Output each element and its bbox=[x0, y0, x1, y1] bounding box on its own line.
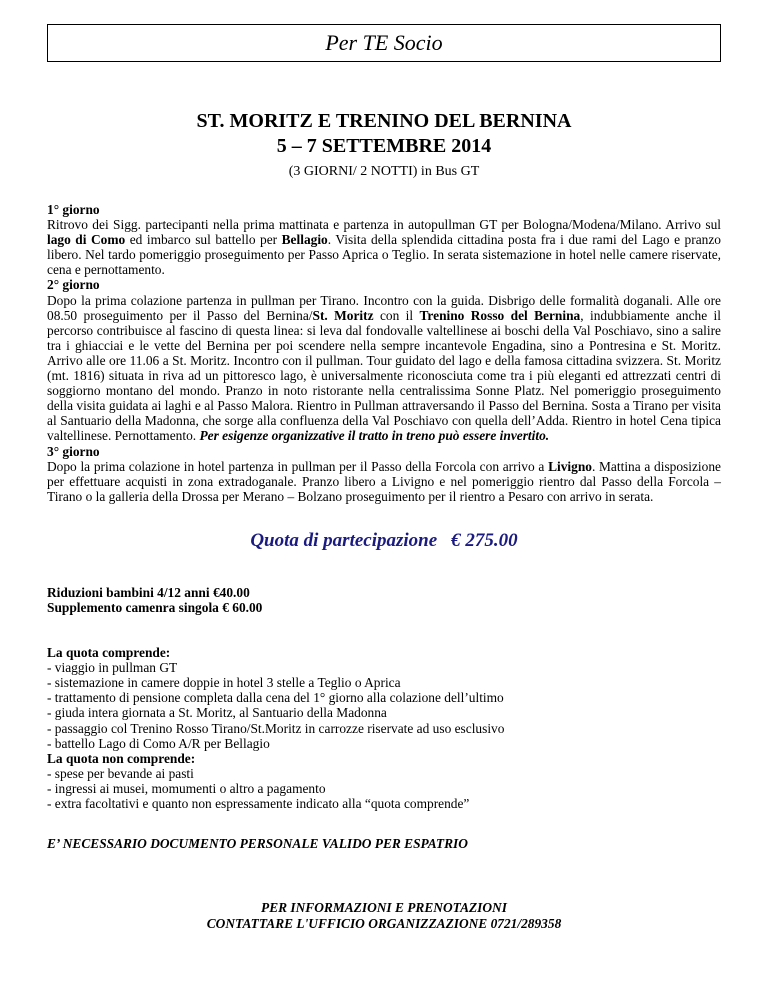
quota-label: Quota di partecipazione bbox=[250, 529, 438, 551]
day-2-text-part: Dopo la prima colazione partenza in pullman per Tirano. Incontro con la guida. Disbrigo delle formalità doganali. Alle ore 08.50 proseguimento per il Passo del Bernina/ bbox=[47, 292, 721, 323]
day-3-bold-livigno: Livigno bbox=[548, 458, 592, 474]
includes-section bbox=[47, 645, 721, 811]
quota-line bbox=[47, 530, 721, 552]
excludes-item: - ingressi ai musei, momumenti o altro a pagamento bbox=[47, 780, 326, 796]
day-2-text-part: con il bbox=[373, 307, 420, 323]
day-2-note: Per esigenze organizzative il tratto in treno può essere invertito. bbox=[199, 428, 550, 444]
header-label: Per TE Socio bbox=[325, 30, 443, 55]
day-1-text-part: . Visita della splendida cittadina posta fra i due rami del Lago e pranzo libero. Nel tardo pomeriggio proseguimento per Passo Aprica o Teglio. In serata sistemazione in hotel nelle camere riservate, cena e pernottamento. bbox=[47, 232, 721, 278]
day-1-bold-bellagio: Bellagio bbox=[281, 232, 328, 248]
includes-item: - giuda intera giornata a St. Moritz, al Santuario della Madonna bbox=[47, 705, 387, 721]
document-page bbox=[47, 24, 721, 931]
day-3-text bbox=[47, 459, 721, 504]
day-2-bold-stmoritz: St. Moritz bbox=[312, 307, 374, 323]
day-2-text bbox=[47, 293, 721, 444]
includes-item: - trattamento di pensione completa dalla cena del 1° giorno alla colazione dell’ultimo bbox=[47, 690, 504, 706]
includes-item: - sistemazione in camere doppie in hotel 3 stelle a Teglio o Aprica bbox=[47, 675, 401, 691]
contact-line-1: PER INFORMAZIONI E PRENOTAZIONI bbox=[261, 900, 507, 916]
excludes-item: - spese per bevande ai pasti bbox=[47, 765, 194, 781]
itinerary bbox=[47, 202, 721, 504]
day-1-text-part: Ritrovo dei Sigg. partecipanti nella prima mattinata e partenza in autopullman GT per Bologna/Modena/Milano. Arrivo sul bbox=[47, 217, 721, 233]
day-1-text-part: ed imbarco sul battello per bbox=[125, 232, 282, 248]
day-3-text-part: . Mattina a disposizione per effettuare acquisti in zona extradoganale. Pranzo libero a Livigno e nel pomeriggio rientro dal Passo della Forcola – Tirano o la galleria della Drossa per Merano – Bolzano proseguimento per il rientro a Pesaro con arrivo in serata. bbox=[47, 458, 721, 504]
day-3-text-part: Dopo la prima colazione in hotel partenza in pullman per il Passo della Forcola con arrivo a bbox=[47, 458, 549, 474]
title-line-1: ST. MORITZ E TRENINO DEL BERNINA bbox=[196, 110, 572, 132]
day-2-heading: 2° giorno bbox=[47, 277, 100, 293]
day-1-text bbox=[47, 217, 721, 277]
supplement-single: Supplemento camenra singola € 60.00 bbox=[47, 599, 263, 615]
day-1-heading: 1° giorno bbox=[47, 202, 100, 217]
includes-heading: La quota comprende: bbox=[47, 645, 171, 661]
title-line-2: 5 – 7 SETTEMBRE 2014 bbox=[276, 135, 492, 157]
contact-line-2: CONTATTARE L'UFFICIO ORGANIZZAZIONE 0721/289358 bbox=[206, 915, 562, 931]
reductions bbox=[47, 585, 721, 615]
day-2-text-part: , indubbiamente anche il percorso contribuisce al fascino di questa linea: si leva dal fondovalle valtellinese ai boschi della Val Poschiavo, sino a salire tra i ghiacciai e le vette del Bernina per poi scendere nella sempre incantevole Engadina, sino a Pontresina e St. Moritz. Arrivo alle ore 11.06 a St. Moritz. Incontro con il pullman. Tour guidato del lago e della famosa cittadina svizzera. St. Moritz (mt. 1816) situata in riva ad un pittoresco lago, è universalmente riconosciuta come tra i più eleganti ed attrezzati centri di soggiorno montano del mondo. Pranzo in noto ristorante nella centralissima Sonne Platz. Nel pomeriggio proseguimento della visita guidata ai laghi e al Passo Malora. Rientro in Pullman attraversando il Passo del Bernina. Sosta a Tirano per visita al Santuario della Madonna, che sorge alla confluenza della Val Poschiavo con quella dell’Adda. Rientro in hotel Cena tipica valtellinese. Pernottamento. bbox=[47, 307, 721, 444]
document-notice: E’ NECESSARIO DOCUMENTO PERSONALE VALIDO PER ESPATRIO bbox=[47, 836, 468, 852]
includes-item: - battello Lago di Como A/R per Bellagio bbox=[47, 735, 270, 751]
excludes-heading: La quota non comprende: bbox=[47, 750, 196, 766]
day-3-heading: 3° giorno bbox=[47, 443, 100, 459]
contact-info bbox=[47, 900, 721, 931]
day-1-bold-lago: lago di Como bbox=[47, 232, 126, 248]
includes-item: - viaggio in pullman GT bbox=[47, 660, 178, 676]
quota-price: € 275.00 bbox=[451, 529, 518, 551]
subtitle: (3 GIORNI/ 2 NOTTI) in Bus GT bbox=[288, 164, 480, 179]
day-2-bold-trenino: Trenino Rosso del Bernina bbox=[419, 307, 581, 323]
page-title bbox=[47, 109, 721, 159]
header-box bbox=[47, 24, 721, 62]
reduction-children: Riduzioni bambini 4/12 anni €40.00 bbox=[47, 584, 250, 600]
excludes-item: - extra facoltativi e quanto non espressamente indicato alla “quota comprende” bbox=[47, 796, 470, 811]
includes-item: - passaggio col Trenino Rosso Tirano/St.Moritz in carrozze riservate ad uso esclusivo bbox=[47, 720, 505, 736]
